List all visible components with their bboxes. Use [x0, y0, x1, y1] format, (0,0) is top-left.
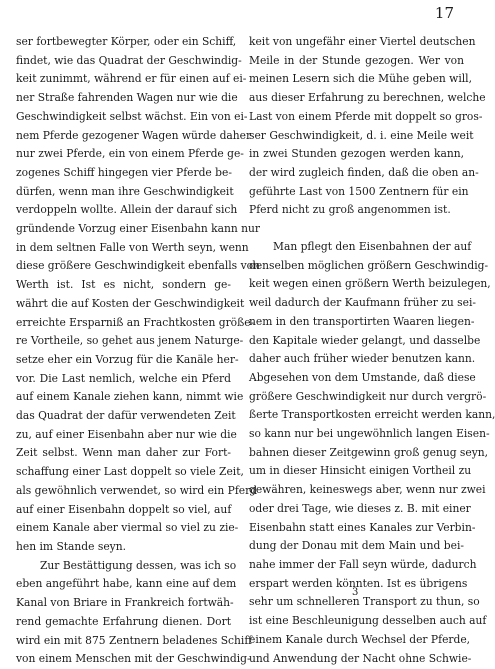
text-line: der wird zugleich finden, daß die oben an- — [249, 165, 479, 179]
text-line: als gewöhnlich verwendet, so wird ein Pferd — [16, 483, 258, 497]
text-line: nur zwei Pferde, ein von einem Pferde ge- — [16, 147, 244, 161]
text-line: Geschwindigkeit selbst wächst. Ein von ei- — [16, 109, 248, 123]
text-line: nahe immer der Fall seyn würde, dadurch — [249, 557, 477, 571]
text-line: einem Kanale aber viermal so viel zu zie- — [16, 521, 239, 535]
text-line: vor. Die Last nemlich, welche ein Pferd — [16, 371, 231, 385]
text-line: sehr um schnelleren Transport zu thun, so — [249, 595, 480, 609]
text-line: keit von ungefähr einer Viertel deutschen — [249, 35, 476, 48]
text-line: findet, wie das Quadrat der Geschwindig- — [16, 53, 242, 67]
text-line: um in dieser Hinsicht einigen Vortheil zu — [249, 464, 472, 478]
text-line: rend gemachte Erfahrung dienen. Dort — [16, 614, 231, 628]
text-line: Abgesehen von dem Umstande, daß diese — [249, 370, 476, 384]
text-line: von einem Menschen mit der Geschwindig- — [16, 652, 251, 666]
text-line: den Kapitale wieder gelangt, und dasselbe — [249, 333, 481, 347]
text-line: ner Straße fahrenden Wagen nur wie die — [16, 91, 238, 105]
text-line: schaffung einer Last doppelt so viele Zeit, — [16, 465, 244, 479]
text-line: nem Pferde gezogener Wagen würde daher — [16, 128, 252, 142]
text-line: erspart werden könnten. Ist es übrigens — [249, 576, 468, 590]
text-line: wird ein mit 875 Zentnern beladenes Schiff — [16, 633, 252, 647]
page-number: 17 — [434, 4, 454, 22]
text-line: Pferd nicht zu groß angenommen ist. — [249, 203, 451, 217]
text-line: verdoppeln wollte. Allein der darauf sich — [16, 203, 238, 217]
text-line: hen im Stande seyn. — [16, 539, 127, 553]
text-line: daher auch früher wieder benutzen kann. — [249, 352, 476, 366]
text-line: Zur Bestättigung dessen, was ich so — [40, 558, 237, 572]
text-line: währt die auf Kosten der Geschwindigkeit — [16, 296, 245, 310]
text-line: geführte Last von 1500 Zentnern für ein — [249, 184, 469, 198]
text-line: größere Geschwindigkeit nur durch vergrö- — [249, 389, 487, 403]
text-line: zogenes Schiff hingegen vier Pferde be- — [16, 165, 232, 179]
text-line: denselben möglichen größern Geschwindig- — [249, 258, 489, 272]
text-line: Meile in der Stunde gezogen. Wer von — [249, 53, 464, 67]
text-line: einem Kanale durch Wechsel der Pferde, — [249, 632, 471, 646]
text-line: ser Geschwindigkeit, d. i. eine Meile weit — [249, 128, 474, 142]
text-line: Last von einem Pferde mit doppelt so gros- — [249, 109, 483, 123]
text-line: in zwei Stunden gezogen werden kann, — [249, 147, 464, 161]
text-line: oder drei Tage, wie dieses z. B. mit einer — [249, 501, 471, 515]
text-line: diese größere Geschwindigkeit ebenfalls von — [16, 259, 260, 273]
text-line: dung der Donau mit dem Main und bei- — [249, 539, 464, 553]
text-line: keit wegen einen größern Werth beizulegen, — [249, 277, 491, 291]
text-line: Werth ist. Ist es nicht, sondern ge- — [16, 278, 231, 292]
text-line: ist eine Beschleunigung desselben auch auf — [249, 614, 487, 628]
right-column — [249, 33, 495, 668]
text-line: eben angeführt habe, kann eine auf dem — [16, 577, 237, 591]
text-line: ßerte Transportkosten erreicht werden kann, — [249, 408, 495, 422]
left-column — [16, 33, 260, 669]
paragraph-gap — [249, 220, 464, 238]
text-line: dürfen, wenn man ihre Geschwindigkeit — [16, 184, 234, 198]
text-line: setze eher ein Vorzug für die Kanäle her- — [16, 352, 239, 366]
text-line: aus dieser Erfahrung zu berechnen, welche — [249, 91, 486, 105]
signature-mark: 3 — [352, 587, 359, 598]
text-line: gründende Vorzug einer Eisenbahn kann nur — [16, 222, 260, 236]
text-line: zu, auf einer Eisenbahn aber nur wie die — [16, 427, 237, 441]
text-line: erreichte Ersparniß an Frachtkosten größe- — [16, 315, 255, 329]
text-line: in dem seltnen Falle von Werth seyn, wenn — [16, 240, 249, 254]
text-line: auf einem Kanale ziehen kann, nimmt wie — [16, 390, 244, 404]
text-line: das Quadrat der dafür verwendeten Zeit — [16, 409, 236, 423]
text-line: meinen Lesern sich die Mühe geben will, — [249, 72, 472, 86]
text-line: keit zunimmt, während er für einen auf ei- — [16, 72, 247, 86]
text-line: auf einer Eisenbahn doppelt so viel, auf — [16, 502, 232, 516]
text-line: gewähren, keineswegs aber, wenn nur zwei — [249, 483, 486, 497]
text-line: Zeit selbst. Wenn man daher zur Fort- — [16, 446, 231, 460]
text-line: Man pflegt den Eisenbahnen der auf — [273, 240, 472, 254]
text-line: ser fortbewegter Körper, oder ein Schiff, — [16, 35, 237, 48]
text-line: weil dadurch der Kaufmann früher zu sei- — [249, 296, 476, 310]
text-line: re Vortheile, so gehet aus jenem Naturge- — [16, 334, 244, 348]
text-line: nem in den transportirten Waaren liegen- — [249, 314, 475, 328]
text-line: Kanal von Briare in Frankreich fortwäh- — [16, 596, 234, 610]
text-line: so kann nur bei ungewöhnlich langen Eisen- — [249, 427, 490, 441]
text-line: Eisenbahn statt eines Kanales zur Verbin- — [249, 520, 476, 534]
text-line: und Anwendung der Nacht ohne Schwie- — [249, 651, 472, 665]
text-line: bahnen dieser Zeitgewinn groß genug seyn, — [249, 445, 489, 459]
